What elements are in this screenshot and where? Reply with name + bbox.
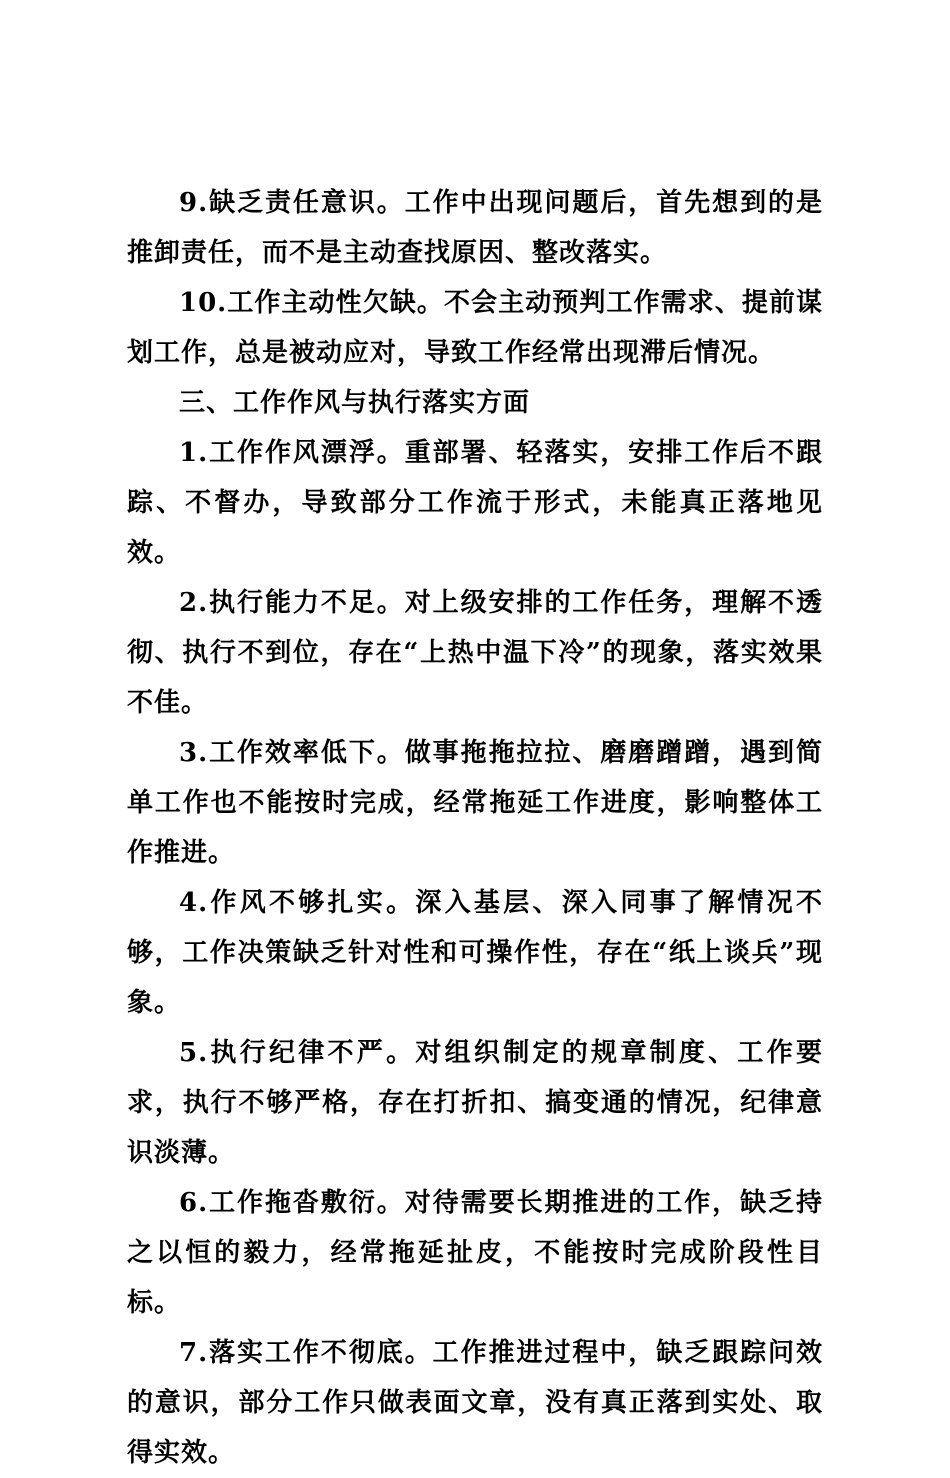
paragraph-item-10: 10.工作主动性欠缺。不会主动预判工作需求、提前谋划工作，总是被动应对，导致工作经常出现滞后情况。 [127,288,823,368]
section-heading: 三、工作作风与执行落实方面 [179,388,531,418]
paragraph-item-2: 2.执行能力不足。对上级安排的工作任务，理解不透彻、执行不到位，存在“上热中温下冷”的现象，落实效果不佳。 [127,588,823,718]
paragraph-item-9: 9.缺乏责任意识。工作中出现问题后，首先想到的是推卸责任，而不是主动查找原因、整改落实。 [127,188,823,268]
paragraph-item-7: 7.落实工作不彻底。工作推进过程中，缺乏跟踪问效的意识，部分工作只做表面文章，没有真正落到实处、取得实效。 [127,1338,823,1468]
paragraph-item-3: 3.工作效率低下。做事拖拖拉拉、磨磨蹭蹭，遇到简单工作也不能按时完成，经常拖延工作进度，影响整体工作推进。 [127,738,823,868]
paragraph-item-1: 1.工作作风漂浮。重部署、轻落实，安排工作后不跟踪、不督办，导致部分工作流于形式，未能真正落地见效。 [127,438,823,568]
paragraph-item-4: 4.作风不够扎实。深入基层、深入同事了解情况不够，工作决策缺乏针对性和可操作性，存在“纸上谈兵”现象。 [127,888,823,1018]
paragraph-item-6: 6.工作拖沓敷衍。对待需要长期推进的工作，缺乏持之以恒的毅力，经常拖延扯皮，不能按时完成阶段性目标。 [127,1188,823,1318]
paragraph-item-5: 5.执行纪律不严。对组织制定的规章制度、工作要求，执行不够严格，存在打折扣、搞变通的情况，纪律意识淡薄。 [127,1038,823,1168]
document-body [127,178,823,1478]
